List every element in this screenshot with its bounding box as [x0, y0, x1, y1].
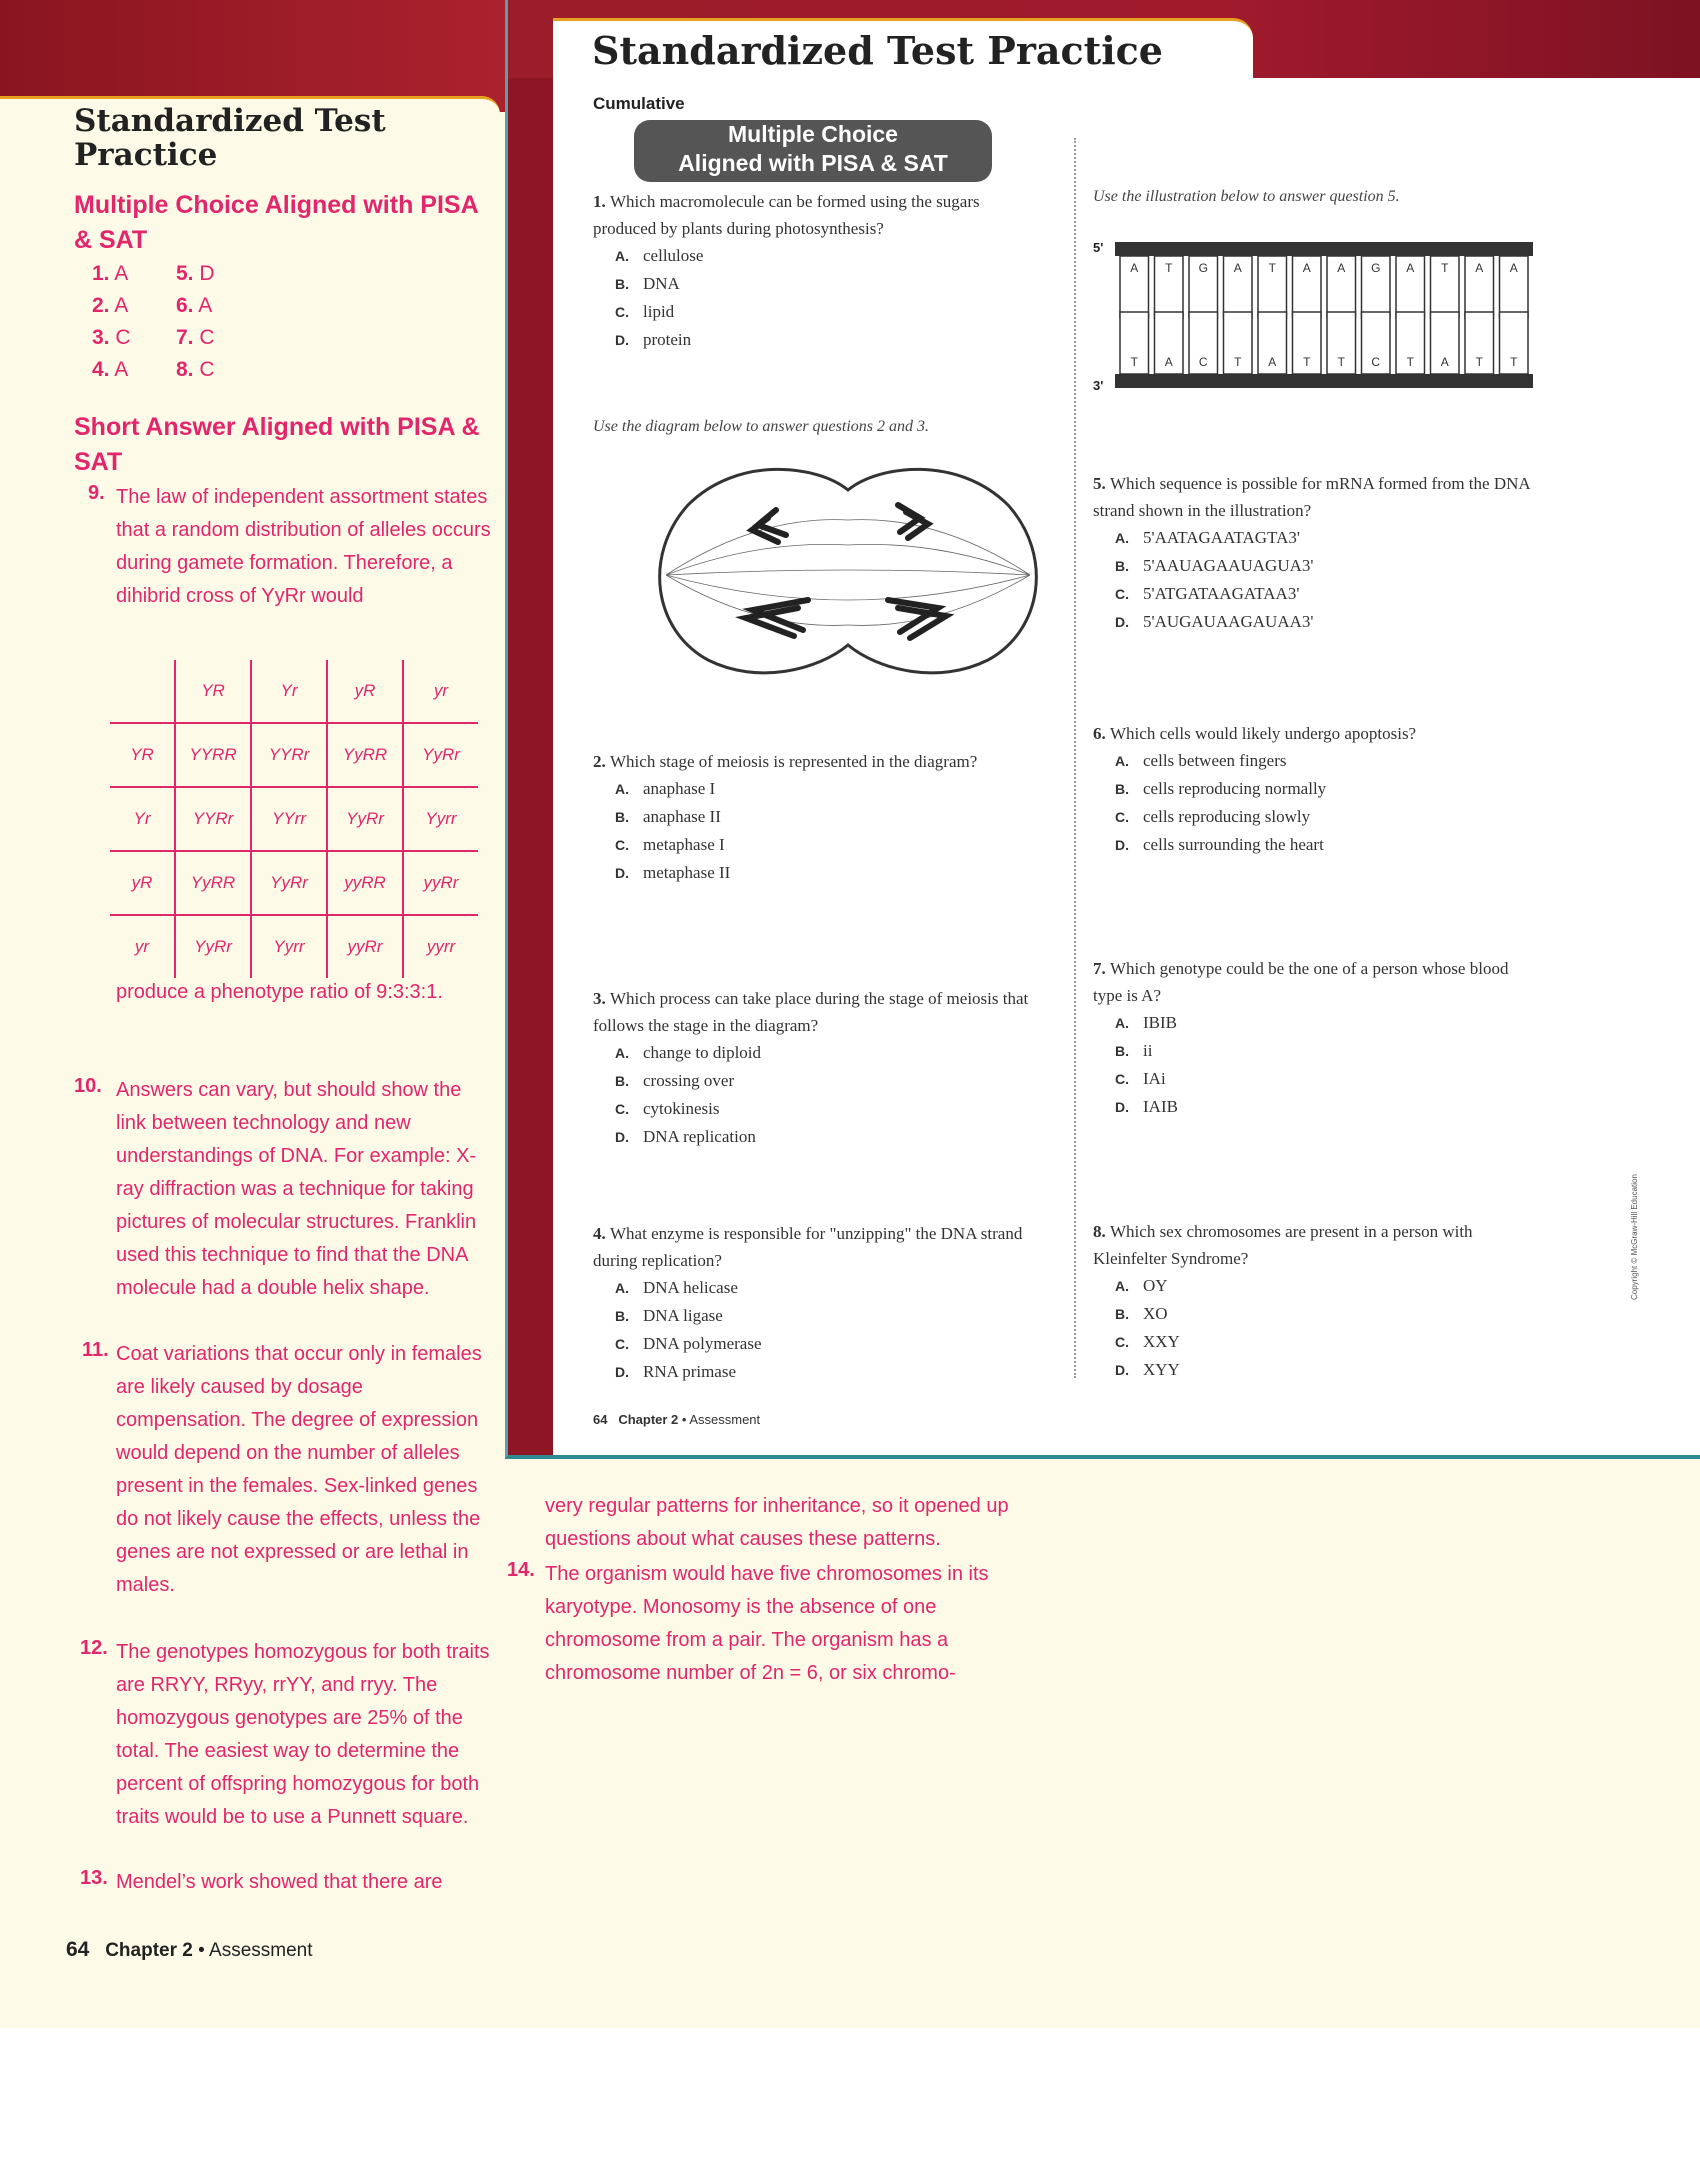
question-number: 6.	[1093, 724, 1110, 743]
q13-text: Mendel’s work showed that there are	[116, 1871, 443, 1893]
answer-option[interactable]	[1093, 580, 1533, 608]
mc-answer-letter: A	[109, 294, 129, 317]
option-letter: D.	[1115, 837, 1129, 853]
mc-answer-number: 6.	[176, 294, 194, 317]
question-stem	[1093, 1218, 1533, 1272]
punnett-gamete: yr	[110, 915, 175, 978]
dna-bottom-base: A	[1268, 355, 1277, 369]
question-stem	[1093, 470, 1533, 524]
question-text: Which genotype could be the one of a person whose blood type is A?	[1093, 959, 1509, 1005]
option-letter: D.	[1115, 614, 1129, 630]
option-text: crossing over	[643, 1071, 735, 1090]
dna-bottom-backbone	[1115, 374, 1533, 388]
answer-option[interactable]	[1093, 803, 1533, 831]
option-letter: B.	[1115, 781, 1129, 797]
column-divider	[1074, 138, 1076, 1378]
dna-bottom-base: T	[1234, 355, 1242, 369]
option-letter: A.	[1115, 1015, 1129, 1031]
dna-bottom-base: T	[1475, 355, 1483, 369]
mc-answer-number: 4.	[92, 358, 110, 381]
q14-text: The organism would have five chromosomes in its karyotype. Monosomy is the absence of one chromosome from a pair. The organism has a chromosome number of 2n = 6, or six chromo-	[545, 1563, 989, 1684]
punnett-cell: yyRr	[327, 915, 403, 978]
question-text: What enzyme is responsible for "unzipping" the DNA strand during replication?	[593, 1224, 1023, 1270]
question-1	[593, 188, 1033, 354]
option-letter: D.	[615, 332, 629, 348]
question-7	[1093, 955, 1533, 1121]
option-letter: C.	[1115, 586, 1129, 602]
question-stem	[1093, 720, 1533, 747]
option-text: XO	[1143, 1304, 1168, 1323]
option-text: DNA polymerase	[643, 1334, 762, 1353]
q13-continued: very regular patterns for inheritance, so it opened up questions about what causes these patterns.	[545, 1495, 1009, 1550]
punnett-gamete: YR	[110, 723, 175, 787]
option-text: metaphase II	[643, 863, 731, 882]
option-text: cells reproducing normally	[1143, 779, 1327, 798]
question-stem	[593, 748, 1033, 775]
instructions-q2-q3: Use the diagram below to answer questions 2 and 3.	[593, 418, 929, 435]
mc-answer-item	[176, 326, 215, 350]
option-letter: D.	[615, 865, 629, 881]
punnett-cell: yyRR	[327, 851, 403, 915]
option-text: RNA primase	[643, 1362, 737, 1381]
option-letter: B.	[615, 809, 629, 825]
option-letter: B.	[1115, 558, 1129, 574]
option-letter: A.	[1115, 1278, 1129, 1294]
left-footer-page: 64	[66, 1938, 90, 1961]
mc-answer-letter: A	[193, 294, 213, 317]
punnett-cell: yyrr	[426, 937, 456, 956]
punnett-row	[110, 787, 478, 851]
dna-bottom-base: T	[1510, 355, 1518, 369]
punnett-cell: YYRr	[175, 787, 251, 851]
mc-answer-letter: D	[193, 262, 215, 285]
option-letter: A.	[1115, 753, 1129, 769]
answer-option[interactable]	[1093, 775, 1533, 803]
question-text: Which stage of meiosis is represented in the diagram?	[610, 752, 978, 771]
punnett-square	[110, 660, 478, 978]
option-text: cells surrounding the heart	[1143, 835, 1324, 854]
mc-answer-letter: C	[193, 326, 215, 349]
answer-option[interactable]	[1093, 1037, 1533, 1065]
punnett-cell: yyRr	[403, 851, 478, 915]
answer-option[interactable]	[1093, 1093, 1533, 1121]
dna-bottom-base: A	[1440, 355, 1449, 369]
option-text: DNA	[643, 274, 680, 293]
mc-answer-number: 3.	[92, 326, 110, 349]
option-text: 5'ATGATAAGATAA3'	[1143, 584, 1300, 603]
option-letter: D.	[615, 1129, 629, 1145]
punnett-cell: YyRr	[175, 915, 251, 978]
mc-answer-item	[92, 326, 131, 350]
student-page	[505, 0, 1700, 1459]
mc-answer-number: 7.	[176, 326, 194, 349]
option-text: cytokinesis	[643, 1099, 720, 1118]
dna-top-base: A	[1509, 261, 1518, 275]
cell-division-diagram	[648, 460, 1048, 680]
dna-top-base: T	[1268, 261, 1276, 275]
page-footer: 64 Chapter 2 • Assessment	[593, 1412, 761, 1427]
dna-strand-illustration	[1093, 232, 1533, 392]
q12-text: The genotypes homozygous for both traits are RRYY, RRyy, rrYY, and rryy. The homozygous genotypes are 25% of the total. The easiest way to determine the percent of offspring homozygous for both traits would be to use a Punnett square.	[116, 1641, 490, 1828]
q11-number: 11.	[82, 1339, 109, 1361]
dna-bottom-base: T	[1406, 355, 1414, 369]
answer-option[interactable]	[1093, 1328, 1533, 1356]
mc-answer-letter: C	[193, 358, 215, 381]
dna-3prime-label: 3'	[1093, 378, 1104, 392]
q11-text: Coat variations that occur only in females are likely caused by dosage compensation. The degree of expression would depend on the number of alleles present in the females. Sex-linked genes do not likely cause the effects, unless the genes are not expressed or are lethal in males.	[116, 1343, 482, 1596]
punnett-gamete	[110, 660, 175, 723]
question-6	[1093, 720, 1533, 859]
option-letter: A.	[615, 1045, 629, 1061]
answer-option[interactable]	[593, 1302, 1033, 1330]
q13-number: 13.	[80, 1867, 108, 1889]
punnett-cell: YyRr	[403, 723, 478, 787]
dna-bottom-base: T	[1337, 355, 1345, 369]
page-footer-number: 64	[593, 1412, 608, 1427]
option-text: anaphase I	[643, 779, 716, 798]
punnett-cell: Yyrr	[251, 915, 327, 978]
option-letter: A.	[615, 248, 629, 264]
dna-bottom-base: C	[1198, 355, 1208, 369]
badge-line1: Multiple Choice	[728, 121, 898, 147]
question-number: 1.	[593, 192, 610, 211]
punnett-gamete: yr	[403, 660, 478, 723]
page-footer-section: Assessment	[689, 1412, 761, 1427]
answer-option[interactable]	[1093, 1300, 1533, 1328]
mc-answer-item	[92, 262, 128, 286]
option-text: DNA helicase	[643, 1278, 738, 1297]
left-footer: 64 Chapter 2 • Assessment	[66, 1938, 313, 1961]
question-number: 4.	[593, 1224, 610, 1243]
punnett-gamete: yR	[327, 660, 403, 723]
mc-answer-item	[176, 294, 212, 318]
answer-option[interactable]	[1093, 1272, 1533, 1300]
left-footer-section: Assessment	[209, 1940, 313, 1961]
option-letter: C.	[615, 304, 629, 320]
option-letter: B.	[615, 1073, 629, 1089]
option-letter: D.	[615, 1364, 629, 1380]
option-text: change to diploid	[643, 1043, 762, 1062]
option-text: anaphase II	[643, 807, 721, 826]
option-letter: C.	[1115, 1071, 1129, 1087]
q14-number: 14.	[507, 1559, 535, 1581]
question-number: 5.	[1093, 474, 1110, 493]
option-text: DNA replication	[643, 1127, 756, 1146]
badge-line2: Aligned with PISA & SAT	[678, 150, 948, 176]
dna-top-base: A	[1233, 261, 1242, 275]
punnett-row	[110, 851, 478, 915]
question-stem	[593, 1220, 1033, 1274]
option-text: 5'AAUAGAAUAGUA3'	[1143, 556, 1314, 575]
punnett-gamete: yR	[110, 851, 175, 915]
option-text: cellulose	[643, 246, 704, 265]
answer-option[interactable]	[593, 1274, 1033, 1302]
answer-option[interactable]	[1093, 1009, 1533, 1037]
cell-outline	[660, 469, 1037, 673]
option-text: lipid	[643, 302, 675, 321]
question-text: Which cells would likely undergo apoptosis?	[1110, 724, 1417, 743]
question-5	[1093, 470, 1533, 636]
punnett-cell: YyRR	[175, 851, 251, 915]
answer-option[interactable]	[593, 298, 1033, 326]
question-text: Which sex chromosomes are present in a person with Kleinfelter Syndrome?	[1093, 1222, 1473, 1268]
mc-answer-letter: C	[109, 326, 131, 349]
question-stem	[593, 985, 1033, 1039]
dna-top-base: T	[1165, 261, 1173, 275]
instructions-q5: Use the illustration below to answer question 5.	[1093, 188, 1400, 205]
dna-top-base: A	[1130, 261, 1139, 275]
option-text: XXY	[1143, 1332, 1180, 1351]
sa-heading: Short Answer Aligned with PISA & SAT	[74, 413, 480, 476]
punnett-cell: YyRR	[327, 723, 403, 787]
answer-option[interactable]	[593, 1067, 1033, 1095]
option-letter: B.	[615, 1308, 629, 1324]
mc-answer-number: 1.	[92, 262, 110, 285]
option-text: ii	[1143, 1041, 1153, 1060]
q10-text: Answers can vary, but should show the link between technology and new understandings of DNA. For example: X-ray diffraction was a technique for taking pictures of molecular structures. Franklin used this technique to find that the DNA molecule had a double helix shape.	[116, 1079, 477, 1299]
option-letter: C.	[615, 837, 629, 853]
punnett-cell: Yyrr	[403, 787, 478, 851]
mc-answer-number: 8.	[176, 358, 194, 381]
option-text: protein	[643, 330, 692, 349]
answer-option[interactable]	[593, 326, 1033, 354]
copyright-notice: Copyright © McGraw-Hill Education	[1630, 1174, 1639, 1300]
question-text: Which sequence is possible for mRNA formed from the DNA strand shown in the illustration?	[1093, 474, 1530, 520]
answer-option[interactable]	[1093, 747, 1533, 775]
mc-answer-item	[92, 358, 128, 382]
option-letter: B.	[615, 276, 629, 292]
answer-option[interactable]	[593, 859, 1033, 887]
mc-answer-letter: A	[109, 358, 129, 381]
punnett-cell: YYrr	[251, 787, 327, 851]
answer-option[interactable]	[593, 270, 1033, 298]
question-8	[1093, 1218, 1533, 1384]
dna-top-base: A	[1475, 261, 1484, 275]
q12-number: 12.	[80, 1637, 108, 1659]
option-letter: A.	[615, 1280, 629, 1296]
left-title: Standardized Test Practice	[74, 103, 386, 173]
option-text: IBIB	[1143, 1013, 1177, 1032]
mc-badge	[634, 120, 992, 182]
question-stem	[1093, 955, 1533, 1009]
punnett-header-row	[110, 660, 478, 723]
option-letter: A.	[615, 781, 629, 797]
dna-top-base: A	[1337, 261, 1346, 275]
left-footer-chapter: Chapter 2	[105, 1940, 193, 1961]
mc-answer-item	[92, 294, 128, 318]
option-letter: C.	[1115, 1334, 1129, 1350]
answer-option[interactable]	[1093, 1065, 1533, 1093]
option-text: cells between fingers	[1143, 751, 1287, 770]
answer-option[interactable]	[1093, 552, 1533, 580]
dna-top-backbone	[1115, 242, 1533, 256]
option-letter: D.	[1115, 1099, 1129, 1115]
option-text: DNA ligase	[643, 1306, 723, 1325]
q9-number: 9.	[88, 482, 105, 504]
answer-option[interactable]	[593, 1123, 1033, 1151]
page-side-strip	[508, 78, 553, 1455]
page-footer-chapter: Chapter 2	[618, 1412, 679, 1427]
punnett-cell: YYRR	[175, 723, 251, 787]
q10-number: 10.	[74, 1075, 102, 1097]
answer-option[interactable]	[593, 1039, 1033, 1067]
q9-continued: produce a phenotype ratio of 9:3:3:1.	[116, 981, 443, 1003]
punnett-gamete: Yr	[110, 787, 175, 851]
dna-bottom-base: T	[1130, 355, 1138, 369]
question-3	[593, 985, 1033, 1151]
option-text: IAIB	[1143, 1097, 1178, 1116]
option-text: cells reproducing slowly	[1143, 807, 1311, 826]
punnett-gamete: Yr	[251, 660, 327, 723]
option-letter: B.	[1115, 1043, 1129, 1059]
option-letter: C.	[615, 1101, 629, 1117]
option-text: OY	[1143, 1276, 1168, 1295]
question-number: 3.	[593, 989, 610, 1008]
mc-answer-item	[176, 262, 215, 286]
question-4	[593, 1220, 1033, 1386]
option-text: 5'AUGAUAAGAUAA3'	[1143, 612, 1314, 631]
dna-bottom-base: C	[1371, 355, 1381, 369]
mc-answer-letter: A	[109, 262, 129, 285]
dna-top-base: A	[1302, 261, 1311, 275]
option-letter: B.	[1115, 1306, 1129, 1322]
dna-bottom-base: A	[1164, 355, 1173, 369]
answer-option[interactable]	[593, 1095, 1033, 1123]
page-title: Standardized Test Practice	[592, 28, 1163, 73]
answer-option[interactable]	[1093, 608, 1533, 636]
question-number: 8.	[1093, 1222, 1110, 1241]
mc-answer-item	[176, 358, 215, 382]
punnett-gamete: YR	[175, 660, 251, 723]
option-letter: D.	[1115, 1362, 1129, 1378]
option-text: metaphase I	[643, 835, 725, 854]
answer-option[interactable]	[1093, 831, 1533, 859]
answer-option[interactable]	[593, 775, 1033, 803]
cumulative-label: Cumulative	[593, 94, 685, 113]
option-letter: C.	[1115, 809, 1129, 825]
question-text: Which process can take place during the stage of meiosis that follows the stage in the diagram?	[593, 989, 1029, 1035]
punnett-row	[110, 723, 478, 787]
option-letter: C.	[615, 1336, 629, 1352]
dna-bottom-base: T	[1303, 355, 1311, 369]
dna-top-base: A	[1406, 261, 1415, 275]
punnett-cell: YyRr	[327, 787, 403, 851]
answer-option[interactable]	[593, 242, 1033, 270]
question-text: Which macromolecule can be formed using the sugars produced by plants during photosynthesis?	[593, 192, 980, 238]
answer-option[interactable]	[1093, 524, 1533, 552]
option-letter: A.	[1115, 530, 1129, 546]
option-text: XYY	[1143, 1360, 1180, 1379]
q9-text: The law of independent assortment states that a random distribution of alleles occurs during gamete formation. Therefore, a dihibrid cross of YyRr would	[116, 486, 491, 607]
question-number: 2.	[593, 752, 610, 771]
punnett-row	[110, 915, 478, 978]
answer-option[interactable]	[593, 1330, 1033, 1358]
mc-heading: Multiple Choice Aligned with PISA & SAT	[74, 191, 478, 254]
dna-5prime-label: 5'	[1093, 240, 1104, 255]
mc-answer-number: 5.	[176, 262, 194, 285]
answer-option[interactable]	[593, 1358, 1033, 1386]
option-text: IAi	[1143, 1069, 1166, 1088]
punnett-cell: YYRr	[251, 723, 327, 787]
dna-top-base: G	[1371, 261, 1381, 275]
mc-answer-number: 2.	[92, 294, 110, 317]
dna-top-base: T	[1441, 261, 1449, 275]
question-number: 7.	[1093, 959, 1110, 978]
question-stem	[593, 188, 1033, 242]
punnett-cell: YyRr	[251, 851, 327, 915]
answer-option[interactable]	[1093, 1356, 1533, 1384]
option-text: 5'AATAGAATAGTA3'	[1143, 528, 1300, 547]
answer-option[interactable]	[593, 803, 1033, 831]
question-2	[593, 748, 1033, 887]
dna-top-base: G	[1198, 261, 1208, 275]
answer-option[interactable]	[593, 831, 1033, 859]
